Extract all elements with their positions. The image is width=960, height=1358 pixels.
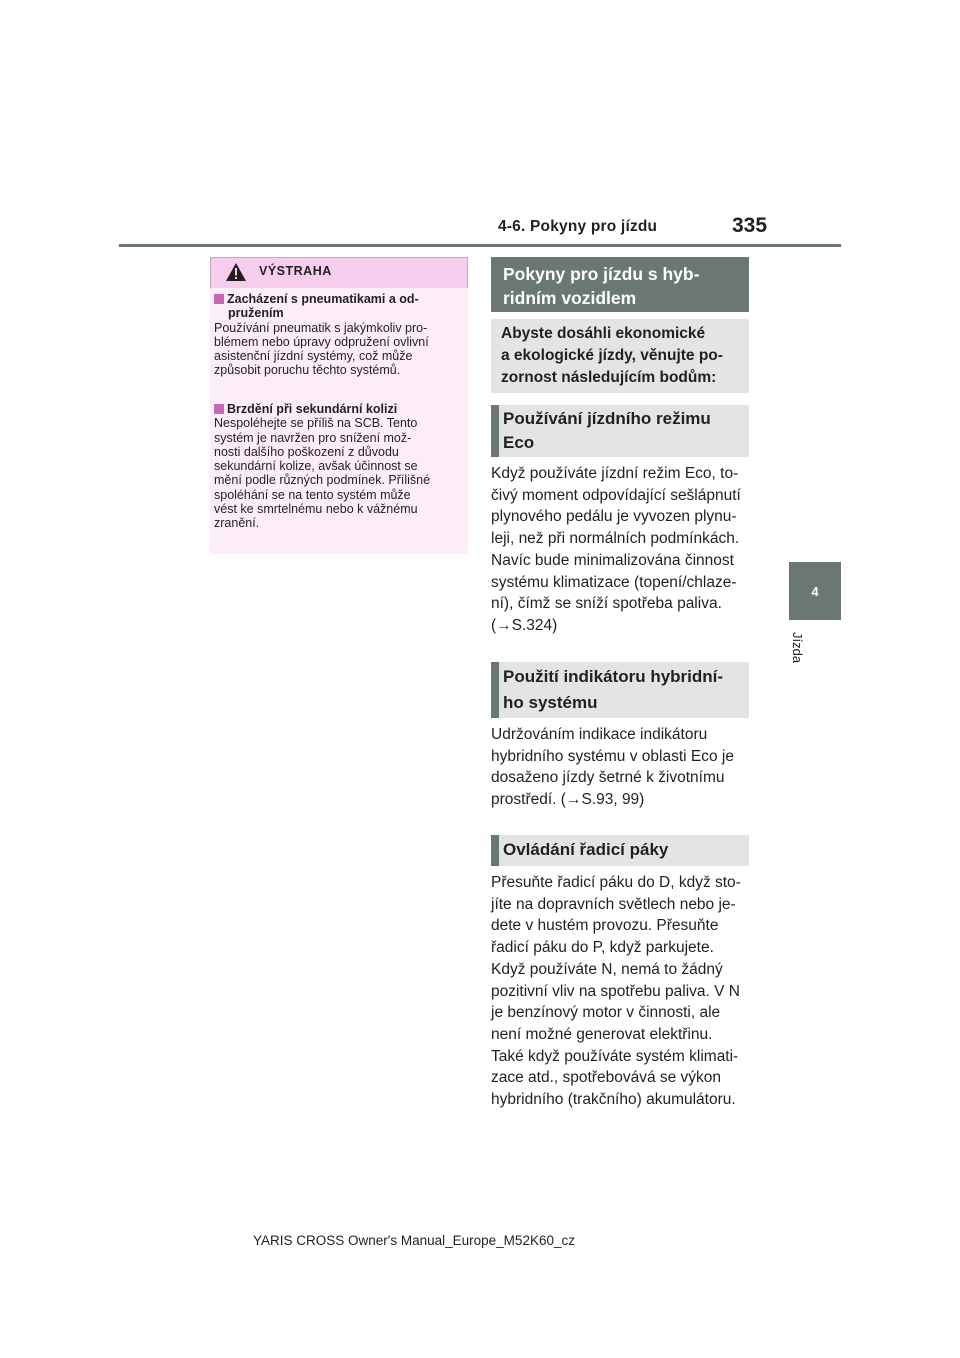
- chapter-tab: [789, 562, 841, 620]
- body-line: není možné generovat elektřinu.: [491, 1025, 713, 1043]
- chapter-number: 4: [811, 583, 819, 599]
- body-line: Udržováním indikace indikátoru: [491, 726, 708, 743]
- warning-text-line: asistenční jízdní systémy, což může: [214, 349, 413, 364]
- main-heading-line: ridním vozidlem: [503, 288, 637, 308]
- body-line: dosaženo jízdy šetrné k životnímu: [491, 769, 725, 787]
- body-line: Když používáte jízdní režim Eco, to-: [491, 465, 739, 482]
- subheading-line: Eco: [503, 433, 535, 452]
- page-reference-link[interactable]: prostředí. (→S.93, 99): [491, 791, 645, 809]
- body-line: pozitivní vliv na spotřebu paliva. V N: [491, 982, 740, 1000]
- body-line: systému klimatizace (topení/chlaze-: [491, 573, 737, 591]
- chapter-label: Jízda: [790, 632, 805, 664]
- bullet-square-icon: [214, 294, 224, 304]
- page-number: 335: [732, 214, 768, 237]
- section-title: 4-6. Pokyny pro jízdu: [498, 218, 658, 235]
- subheading-line: Používání jízdního režimu: [503, 409, 711, 428]
- warning-text-line: sekundární kolize, avšak účinnost se: [214, 459, 418, 474]
- warning-text-line: vést ke smrtelnému nebo k vážnému: [214, 502, 418, 517]
- subheading-line: Použití indikátoru hybridní-: [503, 667, 724, 686]
- section-body: [491, 872, 753, 1111]
- body-line: je benzínový motor v činnosti, ale: [491, 1004, 721, 1022]
- section-body: [491, 463, 753, 637]
- warning-text-line: způsobit poruchu těchto systémů.: [214, 363, 401, 378]
- intro-line: a ekologické jízdy, věnujte po-: [501, 347, 723, 364]
- subheading-line: ho systému: [503, 693, 598, 712]
- section-body: [491, 724, 753, 811]
- warning-item: [214, 292, 466, 378]
- body-line: zace atd., spotřebovává se výkon: [491, 1069, 722, 1087]
- warning-text-line: systém je navržen pro snížení mož-: [214, 430, 412, 445]
- warning-header: [211, 258, 467, 288]
- body-line: řadicí páku do P, když parkujete.: [491, 939, 714, 957]
- body-line: jíte na dopravních světlech nebo je-: [491, 895, 736, 913]
- subheading-hybrid-indicator: [491, 662, 749, 718]
- footer-text: YARIS CROSS Owner's Manual_Europe_M52K60_cz: [253, 1233, 575, 1248]
- warning-text-line: mění podle různých podmínek. Přílišné: [214, 473, 431, 488]
- warning-title: VÝSTRAHA: [259, 264, 332, 278]
- body-line: hybridního systému v oblasti Eco je: [491, 747, 734, 765]
- body-line: Přesuňte řadicí páku do D, když sto-: [491, 874, 741, 891]
- header-rule: [119, 244, 841, 247]
- warning-text-line: zranění.: [214, 516, 260, 531]
- bullet-square-icon: [214, 404, 224, 414]
- warning-triangle-icon: [226, 263, 246, 281]
- intro-line: Abyste dosáhli ekonomické: [501, 325, 706, 342]
- warning-text-line: blémem nebo úpravy odpružení ovlivní: [214, 334, 429, 349]
- warning-item-title-cont: pružením: [228, 306, 284, 321]
- body-line: Když používáte N, nemá to žádný: [491, 960, 723, 978]
- warning-text-line: Používání pneumatik s jakýmkoliv pro-: [214, 320, 428, 335]
- body-line: hybridního (trakčního) akumulátoru.: [491, 1091, 736, 1109]
- warning-text-line: spoléhání se na tento systém může: [214, 487, 411, 502]
- chapter-label-vertical: [787, 632, 809, 692]
- subheading-eco-mode: [491, 405, 749, 457]
- main-heading: [491, 257, 749, 312]
- intro-box: [491, 319, 749, 393]
- body-line: čivý moment odpovídající sešlápnutí: [491, 486, 741, 504]
- warning-item-title: Zacházení s pneumatikami a od-: [227, 292, 419, 306]
- body-line: Také když používáte systém klimati-: [491, 1047, 739, 1065]
- warning-text-line: Nespoléhejte se příliš na SCB. Tento: [214, 416, 418, 431]
- body-line: plynového pedálu je vyvozen plynu-: [491, 508, 737, 526]
- body-line: Navíc bude minimalizována činnost: [491, 551, 734, 569]
- main-heading-line: Pokyny pro jízdu s hyb-: [503, 264, 700, 284]
- subheading-line: Ovládání řadicí páky: [503, 840, 669, 859]
- body-line: dete v hustém provozu. Přesuňte: [491, 917, 719, 935]
- subheading-shift-lever: [491, 835, 749, 866]
- warning-text-line: nosti dalšího poškození z důvodu: [214, 444, 399, 459]
- warning-item: [214, 402, 466, 531]
- body-line: ní), čímž se sníží spotřeba paliva.: [491, 595, 722, 613]
- warning-item-title: Brzdění při sekundární kolizi: [227, 402, 398, 416]
- page-reference-link[interactable]: (→S.324): [491, 616, 558, 634]
- intro-line: zornost následujícím bodům:: [501, 369, 717, 386]
- body-line: leji, než při normálních podmínkách.: [491, 530, 740, 548]
